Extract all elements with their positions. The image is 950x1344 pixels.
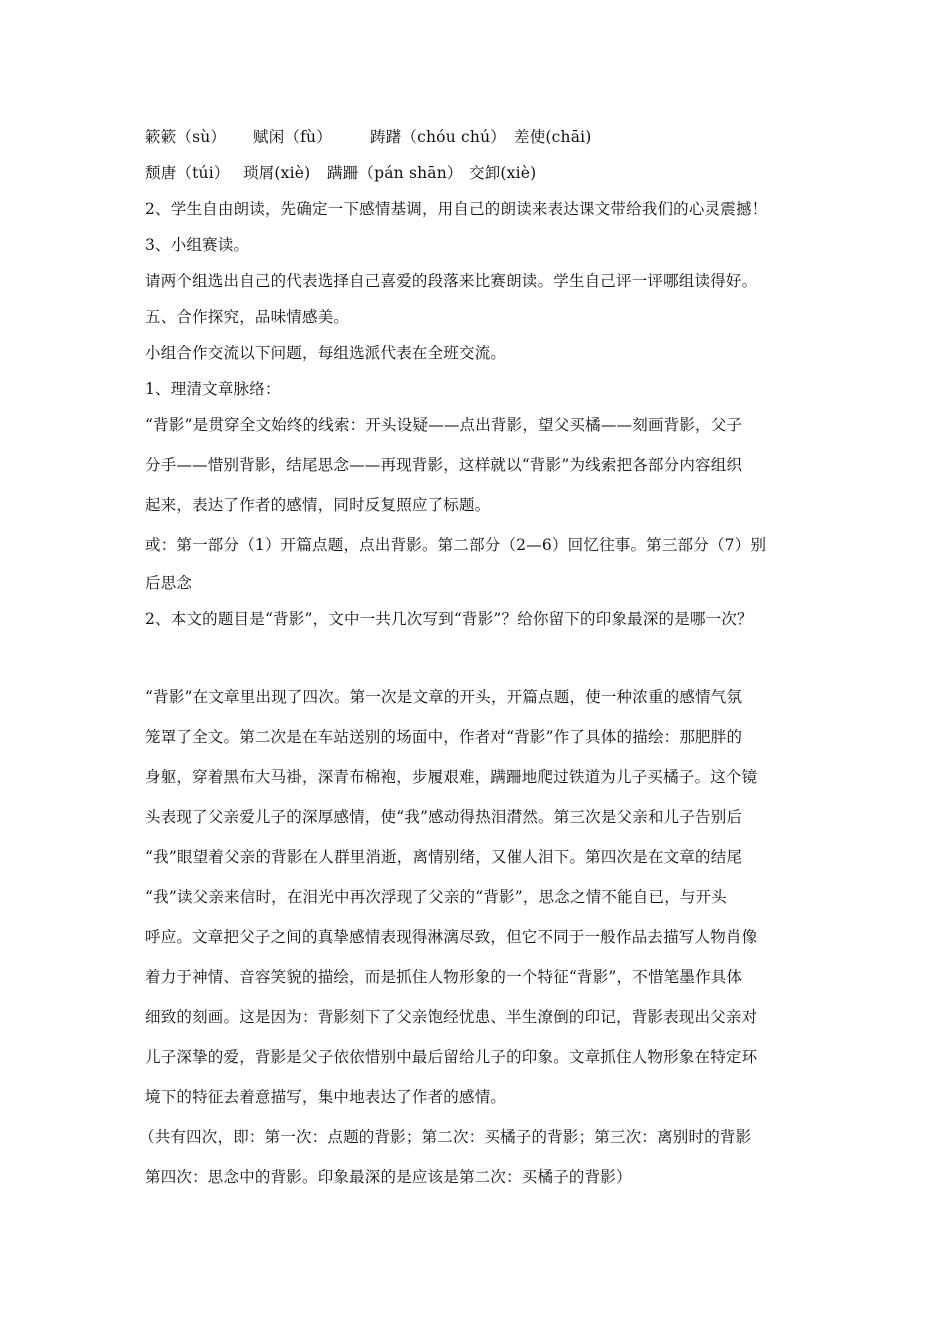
answer-2-line: “我”眼望着父亲的背影在人群里消逝，离情别绪，又催人泪下。第四次是在文章的结尾	[145, 848, 743, 866]
answer-1-line: 起来，表达了作者的感情，同时反复照应了标题。	[145, 496, 491, 514]
vocab-item: 差使(chāi)	[514, 128, 592, 146]
answer-2-line: 笼罩了全文。第二次是在车站送别的场面中，作者对“背影”作了具体的描绘：那肥胖的	[145, 728, 743, 746]
vocab-item: 琐屑(xiè)	[243, 164, 311, 182]
answer-2-line: 身躯，穿着黑布大马褂，深青布棉袍，步履艰难，蹒跚地爬过铁道为儿子买橘子。这个镜	[145, 768, 758, 786]
paragraph-group-contest: 3、小组赛读。	[145, 236, 250, 254]
answer-2-line: 儿子深挚的爱，背影是父子依依惜别中最后留给儿子的印象。文章抓住人物形象在特定环	[145, 1048, 758, 1066]
answer-2-line: 细致的刻画。这是因为：背影刻下了父亲饱经忧患、半生潦倒的印记，背影表现出父亲对	[145, 1008, 758, 1026]
answer-2-line: 头表现了父亲爱儿子的深厚感情，使“我”感动得热泪潸然。第三次是父亲和儿子告别后	[145, 808, 743, 826]
paragraph-instructions: 小组合作交流以下问题，每组选派代表在全班交流。	[145, 344, 507, 362]
summary-line: （共有四次，即：第一次：点题的背影；第二次：买橘子的背影；第三次：离别时的背影	[139, 1128, 752, 1146]
vocab-item: 踌躇（chóu chú）	[370, 128, 506, 146]
answer-2-line: 着力于神情、音容笑貌的描绘，而是抓住人物形象的一个特征“背影”，不惜笔墨作具体	[145, 968, 743, 986]
answer-1-line: 分手——惜别背影，结尾思念——再现背影，这样就以“背影”为线索把各部分内容组织	[145, 456, 743, 474]
paragraph-reading: 2、学生自由朗读，先确定一下感情基调，用自己的朗读来表达课文带给我们的心灵震撼！	[145, 200, 768, 218]
vocab-item: 蹒跚（pán shān）	[327, 164, 463, 182]
vocab-item: 赋闲（fù）	[253, 128, 332, 146]
summary-line: 第四次：思念中的背影。印象最深的是应该是第二次：买橘子的背影）	[145, 1168, 632, 1186]
section-heading: 五、合作探究，品味情感美。	[145, 308, 350, 326]
answer-1-line: “背影”是贯穿全文始终的线索：开头设疑——点出背影，望父买橘——刻画背影，父子	[145, 416, 743, 434]
paragraph-contest-desc: 请两个组选出自己的代表选择自己喜爱的段落来比赛朗读。学生自己评一评哪组读得好。	[145, 272, 758, 290]
vocab-item: 颓唐（túi）	[145, 164, 230, 182]
question-2: 2、本文的题目是“背影”，文中一共几次写到“背影”？给你留下的印象最深的是哪一次？	[145, 610, 753, 628]
vocab-item: 簌簌（sù）	[145, 128, 227, 146]
answer-2-line: “我”读父亲来信时，在泪光中再次浮现了父亲的“背影”，思念之情不能自已，与开头	[145, 888, 727, 906]
vocab-row-2	[145, 163, 825, 183]
answer-1-alt-line: 后思念	[145, 574, 193, 592]
answer-2-line: 呼应。文章把父子之间的真挚感情表现得淋漓尽致，但它不同于一般作品去描写人物肖像	[145, 928, 758, 946]
question-1: 1、理清文章脉络：	[145, 380, 281, 398]
answer-1-alt-line: 或：第一部分（1）开篇点题，点出背影。第二部分（2—6）回忆往事。第三部分（7）别	[145, 536, 767, 554]
answer-2-line: “背影”在文章里出现了四次。第一次是文章的开头，开篇点题，使一种浓重的感情气氛	[145, 688, 743, 706]
answer-2-line: 境下的特征去着意描写，集中地表达了作者的感情。	[145, 1088, 507, 1106]
vocab-row-1	[145, 127, 825, 147]
vocab-item: 交卸(xiè)	[469, 164, 537, 182]
